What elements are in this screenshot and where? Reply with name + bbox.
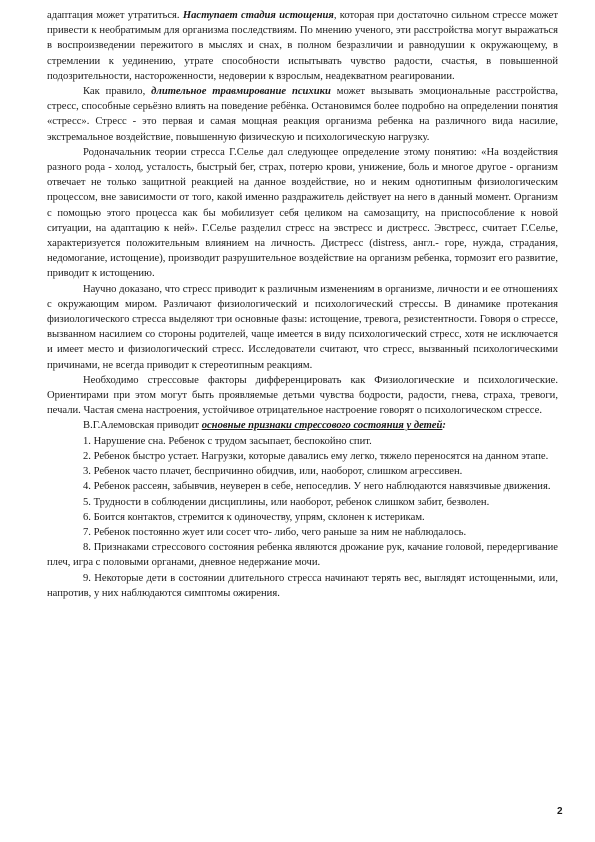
list-item-sign-1: 1. Нарушение сна. Ребенок с трудом засыпает, беспокойно спит.	[83, 435, 372, 447]
paragraph-stress-types: Научно доказано, что стресс приводит к различным изменениям в организме, личности и ее отношениях с окружающим миром. Различают физиологический и психологический стрессы. В динамике протекания физиологического стресса выделяют три основные фазы: истощение, тревога, резистентности. Говоря о стрессе, вызванном насилием со стороны родителей, чаще имеется в виду психологический стресс, хотя не исключается и имеет место и физиологический стресс. Исследователи считают, что стресс, вызванный психологическими причинами, не всегда приводит к стереотипным реакциям.	[47, 283, 558, 371]
emphasis-stress-signs: основные признаки стрессового состояния у детей	[201, 420, 443, 432]
document-page	[47, 8, 558, 601]
emphasis-exhaustion-stage: Наступает стадия истощения	[182, 10, 334, 21]
list-item-sign-3: 3. Ребенок часто плачет, беспричинно обидчив, или, наоборот, слишком агрессивен.	[83, 466, 463, 478]
list-item-sign-2: 2. Ребенок быстро устает. Нагрузки, которые давались ему легко, тяжело переносятся на данном этапе.	[83, 450, 549, 462]
list-item-sign-5: 5. Трудности в соблюдении дисциплины, или наоборот, ребенок слишком забит, безволен.	[83, 496, 490, 508]
page-number: 2	[557, 806, 563, 817]
paragraph-stress-factors: Необходимо стрессовые факторы дифференцировать как Физиологические и психологические. Ориентирами при этом могут быть проявляемые детьми чувства бодрости, радости, гнева, страха, тревоги, печали. Частая смена настроения, устойчивое отрицательное настроение говорят о психологическом стрессе.	[47, 374, 558, 417]
paragraph-stage-exhaustion: адаптация может утратиться. Наступает стадия истощения, которая при достаточно сильном стрессе может привести к необратимым для организма последствиям. По мнению ученого, эти расстройства могут выражаться в воспроизведении пережитого в мыслях и снах, в полном безразличии и равнодушии к окружающему, в стремлении к уединению, утрате способности испытывать чувство радости, счастья, в повышенной подозрительности, настороженности, недоверии к взрослым, неадекватном реагировании.	[47, 10, 559, 82]
paragraph-selye-definition: Родоначальник теории стресса Г.Селье дал следующее определение этому понятию: «На воздействия разного рода - холод, усталость, быстрый бег, страх, потерю крови, унижение, боль и многое другое - организм отвечает не только защитной реакцией на данное воздействие, но и неким однотипным физиологическим процессом, вне зависимости от того, какой именно раздражитель действует на него в данный момент. Организм с помощью этого процесса как бы мобилизует себя целиком на самозащиту, на приспособление к новой ситуации, на адаптацию к ней». Г.Селье разделил стресс на эвстресс и дистресс. Эвстресс, считает Г.Селье, характеризуется положительным влиянием на личность. Дистресс (distress, англ.- горе, нужда, страдания, недомогание, истощение), производит разрушительное воздействие на организм ребенка, тормозит его развитие, приводит к истощению.	[47, 146, 558, 280]
emphasis-long-trauma: длительное травмирование психики	[151, 86, 331, 98]
list-item-sign-6: 6. Боится контактов, стремится к одиночеству, упрям, склонен к истерикам.	[83, 511, 425, 523]
list-item-sign-4: 4. Ребенок рассеян, забывчив, неуверен в себе, непоседлив. У него наблюдаются навязчивые движения.	[83, 481, 551, 493]
list-item-sign-8: 8. Признаками стрессового состояния ребенка являются дрожание рук, качание головой, передергивание плеч, игра с половыми органами, дневное недержание мочи.	[47, 542, 558, 569]
paragraph-signs-intro: В.Г.Алемовская приводит основные признаки стрессового состояния у детей:	[83, 420, 446, 432]
paragraph-long-trauma: Как правило, длительное травмирование психики может вызывать эмоциональные расстройства, стресс, способные серьёзно влиять на поведение ребёнка. Остановимся более подробно на определении понятия «стресс». Стресс - это первая и самая мощная реакция организма ребенка на различного вида насилие, экстремальное воздействие, повышенную физическую и психологическую нагрузку.	[47, 86, 558, 143]
list-item-sign-9: 9. Некоторые дети в состоянии длительного стресса начинают терять вес, выглядят истощенными, или, напротив, у них наблюдаются симптомы ожирения.	[47, 572, 558, 599]
list-item-sign-7: 7. Ребенок постоянно жует или сосет что- либо, чего раньше за ним не наблюдалось.	[83, 526, 467, 538]
